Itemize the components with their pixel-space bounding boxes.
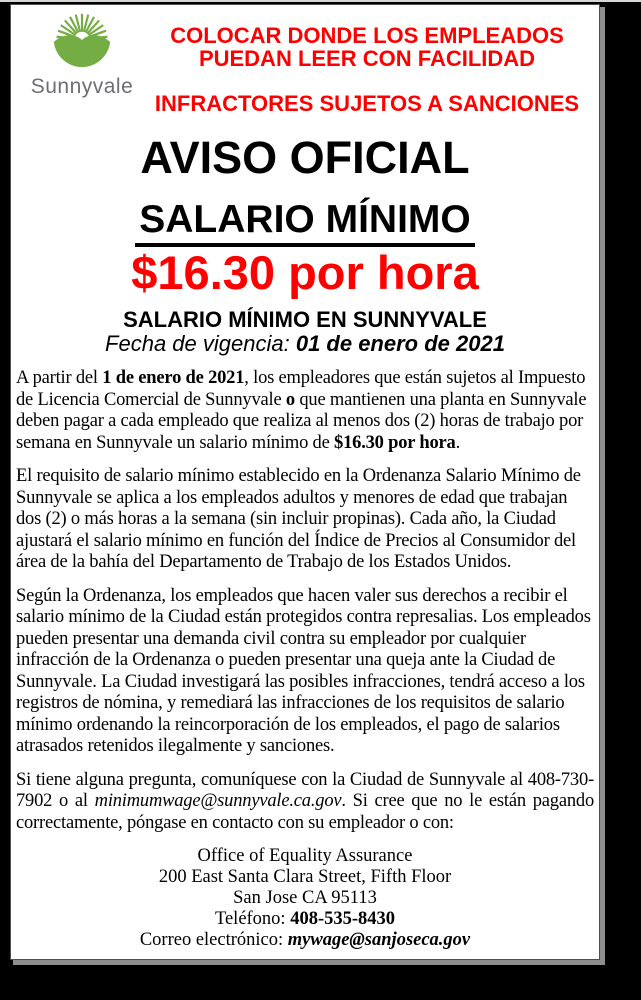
contact-office-name	[11, 846, 599, 867]
sun-over-valley-icon	[50, 10, 114, 74]
paragraph-retaliation	[16, 586, 594, 758]
text-segment: 200 East Santa Clara Street, Fifth Floor	[158, 867, 452, 887]
posting-instruction-line2: PUEDAN LEER CON FACILIDAD	[198, 46, 536, 71]
text-segment: mywage@sanjoseca.gov	[287, 930, 471, 950]
text-segment: o	[285, 389, 295, 410]
subheading: SALARIO MÍNIMO EN SUNNYVALE	[123, 307, 487, 332]
violators-warning: INFRACTORES SUJETOS A SANCIONES	[154, 91, 580, 116]
notice-header	[11, 5, 599, 115]
contact-phone	[11, 909, 599, 930]
scan-edge-artifact	[0, 0, 641, 2]
subject-heading: SALARIO MÍNIMO	[135, 200, 474, 247]
effective-date-line	[11, 332, 599, 356]
text-segment: Teléfono:	[214, 909, 291, 929]
paragraph-effective-rule	[16, 368, 594, 454]
notice-title: AVISO OFICIAL	[140, 132, 470, 183]
contact-city-state-zip	[11, 888, 599, 909]
effective-date-value: 01 de enero de 2021	[295, 331, 505, 356]
contact-street-address	[11, 867, 599, 888]
text-segment: San Jose CA 95113	[233, 888, 377, 908]
posting-warnings	[141, 10, 599, 115]
text-segment: 408-535-8430	[290, 909, 396, 929]
text-segment: minimumwage@sunnyvale.ca.gov	[94, 791, 342, 811]
paragraph-coverage	[16, 466, 594, 574]
contact-block	[11, 846, 599, 951]
sunnyvale-logo	[23, 10, 141, 115]
posting-instruction	[141, 24, 593, 70]
paragraph-questions	[16, 770, 594, 835]
contact-email	[11, 930, 599, 951]
text-segment: 1 de enero de 2021	[102, 368, 245, 388]
text-segment: $16.30 por hora	[334, 432, 456, 453]
text-segment: . Si cree que no le están pagando correctamente, póngase en contacto con su empleador o con:	[16, 791, 594, 833]
text-segment: A partir del	[16, 368, 103, 388]
text-segment: que mantienen una planta en Sunnyvale deben pagar a cada empleado que realiza al menos dos (2) horas de trabajo por semana en Sunnyvale un salario mínimo de	[16, 389, 587, 453]
effective-date-label: Fecha de vigencia:	[105, 331, 296, 356]
text-segment: Según la Ordenanza, los empleados que hacen valer sus derechos a recibir el salario mínimo de la Ciudad están protegidos contra represalias. Los empleados pueden presentar una demanda civil contra su empleador por cualquier infracción de la Ordenanza o pueden presentar una queja ante la Ciudad de Sunnyvale. La Ciudad investigará las posibles infracciones, tendrá acceso a los registros de nómina, y remediará las infracciones de los requisitos de salario mínimo ordenando la reincorporación de los empleados, el pago de salarios atrasados retenidos ilegalmente y sanciones.	[16, 585, 591, 756]
text-segment: Si tiene alguna pregunta, comuníquese con la Ciudad de Sunnyvale al 408-730-7902 o al	[16, 769, 594, 811]
subject-line	[11, 200, 599, 247]
posting-instruction-line1: COLOCAR DONDE LOS EMPLEADOS	[170, 23, 564, 48]
text-segment: Correo electrónico:	[139, 930, 288, 950]
wage-rate: $16.30 por hora	[131, 246, 479, 299]
text-segment: El requisito de salario mínimo establecido en la Ordenanza Salario Mínimo de Sunnyvale se aplica a los empleados adultos y menores de edad que trabajan dos (2) o más horas a la semana (sin incluir propinas). Cada año, la Ciudad ajustará el salario mínimo en función del Índice de Precios al Consumidor del área de la bahía del Departamento de Trabajo de los Estados Unidos.	[16, 466, 581, 572]
official-notice-page	[10, 4, 600, 960]
text-segment: Office of Equality Assurance	[197, 846, 413, 866]
text-segment: .	[455, 432, 461, 453]
logo-wordmark: Sunnyvale	[30, 75, 134, 98]
text-segment: , los empleadores que están sujetos al Impuesto de Licencia Comercial de Sunnyvale	[16, 368, 586, 410]
notice-body	[16, 368, 594, 834]
